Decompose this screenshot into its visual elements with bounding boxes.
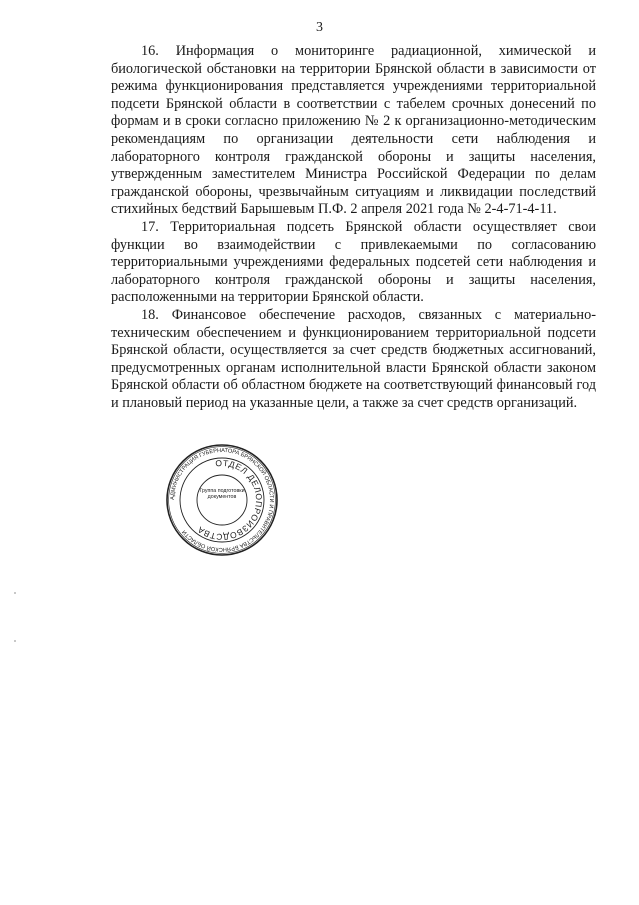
stamp-inner-text: ОТДЕЛ ДЕЛОПРОИЗВОДСТВА	[195, 457, 265, 543]
scan-artifact	[14, 592, 16, 594]
stamp-outer-text: АДМИНИСТРАЦИЯ ГУБЕРНАТОРА БРЯНСКОЙ ОБЛАСТИ И ПРАВИТЕЛЬСТВА БРЯНСКОЙ ОБЛАСТИ	[169, 447, 275, 553]
scan-artifact	[14, 640, 16, 642]
stamp-center-text: Группа подготовки документов	[199, 488, 245, 501]
paragraph-17: 17. Территориальная подсеть Брянской области осуществляет свои функции во взаимодействии с привлекаемыми по согласованию территориальными учреждениями федеральных подсетей сети наблюдения и лабораторного контроля гражданской обороны и защиты населения, расположенными на территории Брянской области.	[111, 218, 596, 306]
official-stamp	[166, 444, 278, 556]
paragraph-16: 16. Информация о мониторинге радиационной, химической и биологической обстановки на территории Брянской области в зависимости от режима функционирования представляется учреждениями территориальной подсети Брянской области в соответствии с табелем срочных донесений по формам и в сроки согласно приложению № 2 к организационно-методическим рекомендациям по организации деятельности сети наблюдения и лабораторного контроля гражданской обороны и защиты населения, утвержденным заместителем Министра Российской Федерации по делам гражданской обороны, чрезвычайным ситуациям и ликвидации последствий стихийных бедствий Барышевым П.Ф. 2 апреля 2021 года № 2-4-71-4-11.	[111, 43, 596, 218]
paragraph-18: 18. Финансовое обеспечение расходов, связанных с материально-техническим обеспечением и функционированием территориальной подсети Брянской области, осуществляется за счет средств бюджетных ассигнований, предусмотренных органам исполнительной власти Брянской области законом Брянской области об областном бюджете на соответствующий финансовый год и плановый период на указанные цели, а также за счет средств организаций.	[111, 306, 596, 411]
document-body	[111, 43, 596, 412]
page-number: 3	[316, 20, 323, 35]
